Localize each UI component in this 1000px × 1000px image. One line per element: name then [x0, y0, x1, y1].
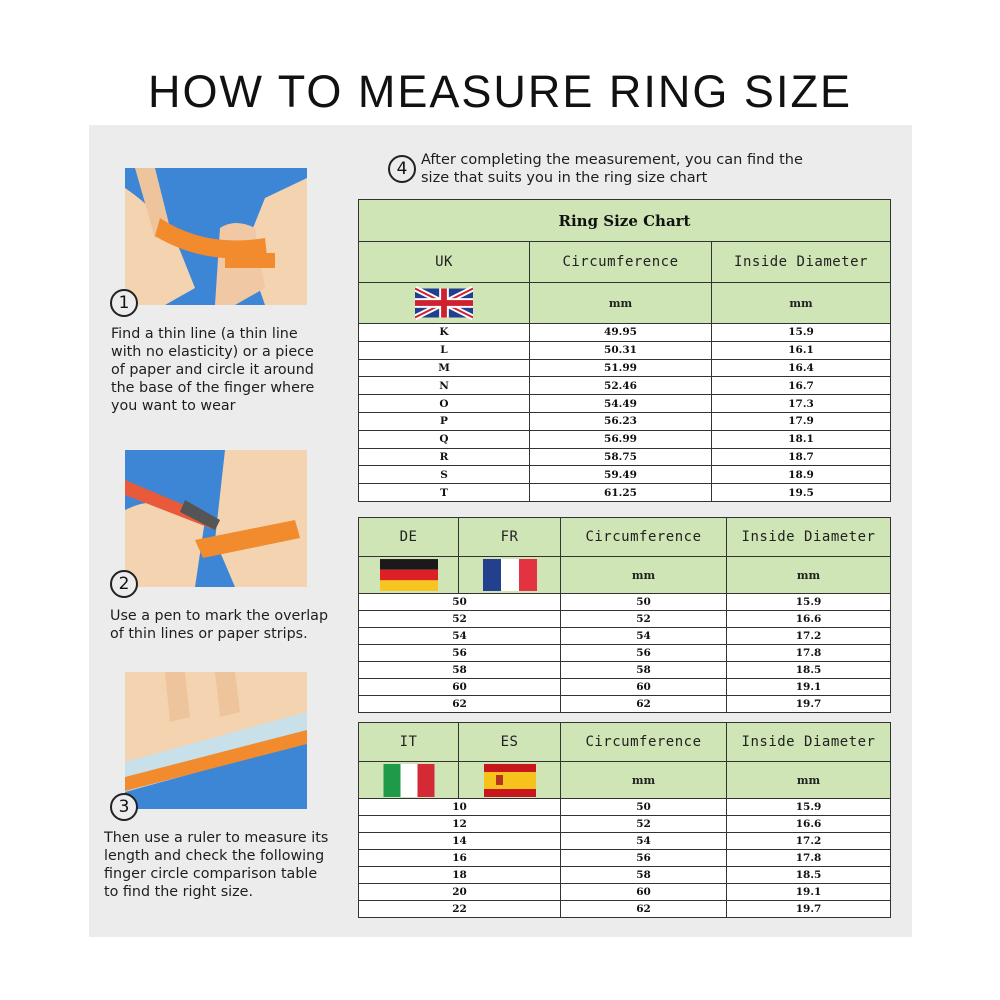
table-row — [359, 484, 891, 502]
table-cell: K — [359, 324, 530, 342]
table-cell: 50 — [561, 799, 727, 816]
table-cell: 50 — [359, 594, 561, 611]
step2-text: Use a pen to mark the overlap of thin lines or paper strips. — [110, 608, 329, 642]
ruler-measure-image — [125, 672, 307, 809]
table-cell: 15.9 — [712, 324, 891, 342]
it-header: IT — [359, 723, 459, 762]
circumference-unit: mm — [530, 283, 712, 324]
table-cell: 52 — [561, 611, 727, 628]
table-cell: 50 — [561, 594, 727, 611]
diameter-unit: mm — [727, 762, 891, 799]
uk-flag-icon — [415, 286, 473, 320]
de-header: DE — [359, 518, 459, 557]
table-cell: 16 — [359, 850, 561, 867]
table-cell: 17.8 — [727, 645, 891, 662]
fr-flag-cell — [459, 557, 561, 594]
table-cell: 18.5 — [727, 867, 891, 884]
table-cell: 61.25 — [530, 484, 712, 502]
inside-diameter-header: Inside Diameter — [712, 242, 891, 283]
table-cell: 17.9 — [712, 412, 891, 430]
table-row — [359, 466, 891, 484]
spain-flag-icon — [484, 764, 536, 797]
table-row — [359, 662, 891, 679]
step1-text: Find a thin line (a thin line with no elasticity) or a piece of paper and circle it around the base of the finger where you want to wear — [111, 326, 315, 414]
diameter-unit: mm — [712, 283, 891, 324]
table-cell: N — [359, 377, 530, 395]
table-row — [359, 645, 891, 662]
table-row — [359, 799, 891, 816]
table-cell: 19.1 — [727, 679, 891, 696]
step4-text: After completing the measurement, you can find the size that suits you in the ring size chart — [421, 152, 803, 186]
table-row — [359, 377, 891, 395]
step3-text: Then use a ruler to measure its length and check the following finger circle comparison table to find the right size. — [104, 830, 329, 900]
table-cell: 49.95 — [530, 324, 712, 342]
table-row — [359, 359, 891, 377]
table-row — [359, 324, 891, 342]
table-cell: 18.7 — [712, 448, 891, 466]
pen-mark-image — [125, 450, 307, 587]
fr-header: FR — [459, 518, 561, 557]
page-title: HOW TO MEASURE RING SIZE — [148, 66, 852, 117]
table-cell: 19.5 — [712, 484, 891, 502]
circumference-header: Circumference — [561, 723, 727, 762]
table-row — [359, 884, 891, 901]
table-row — [359, 628, 891, 645]
table-cell: 19.1 — [727, 884, 891, 901]
circumference-unit: mm — [561, 557, 727, 594]
table-cell: 14 — [359, 833, 561, 850]
table-row — [359, 679, 891, 696]
table-cell: 60 — [359, 679, 561, 696]
table-cell: 56 — [561, 645, 727, 662]
table-cell: 52 — [561, 816, 727, 833]
table-cell: 15.9 — [727, 799, 891, 816]
table-cell: 54.49 — [530, 395, 712, 413]
table-cell: 16.4 — [712, 359, 891, 377]
table-cell: 58 — [359, 662, 561, 679]
table-cell: 15.9 — [727, 594, 891, 611]
germany-flag-icon — [380, 559, 438, 591]
table-row — [359, 867, 891, 884]
it-es-size-table — [358, 722, 891, 918]
table-row — [359, 696, 891, 713]
table-cell: 59.49 — [530, 466, 712, 484]
table-cell: 10 — [359, 799, 561, 816]
table-cell: 17.2 — [727, 833, 891, 850]
step4-number: 4 — [388, 155, 416, 183]
it-flag-cell — [359, 762, 459, 799]
table-cell: 18.9 — [712, 466, 891, 484]
table-cell: 20 — [359, 884, 561, 901]
diameter-unit: mm — [727, 557, 891, 594]
table-cell: 58.75 — [530, 448, 712, 466]
circumference-header: Circumference — [561, 518, 727, 557]
italy-flag-icon — [383, 764, 435, 797]
table-cell: 16.1 — [712, 341, 891, 359]
inside-diameter-header: Inside Diameter — [727, 518, 891, 557]
table-cell: R — [359, 448, 530, 466]
table-cell: 12 — [359, 816, 561, 833]
table-cell: 60 — [561, 884, 727, 901]
table-cell: 17.3 — [712, 395, 891, 413]
chart-title: Ring Size Chart — [359, 200, 891, 242]
table-cell: M — [359, 359, 530, 377]
table-cell: O — [359, 395, 530, 413]
table-cell: 17.2 — [727, 628, 891, 645]
table-cell: 60 — [561, 679, 727, 696]
table-cell: 54 — [561, 628, 727, 645]
table-cell: 54 — [359, 628, 561, 645]
table-row — [359, 412, 891, 430]
uk-flag-cell — [359, 283, 530, 324]
table-row — [359, 594, 891, 611]
table-row — [359, 611, 891, 628]
table-cell: 56 — [359, 645, 561, 662]
table-cell: S — [359, 466, 530, 484]
france-flag-icon — [483, 559, 537, 591]
table-cell: 58 — [561, 662, 727, 679]
table-cell: 62 — [561, 696, 727, 713]
circumference-unit: mm — [561, 762, 727, 799]
step2-illustration — [125, 450, 307, 587]
table-cell: 19.7 — [727, 901, 891, 918]
table-cell: 16.6 — [727, 611, 891, 628]
de-flag-cell — [359, 557, 459, 594]
table-cell: 17.8 — [727, 850, 891, 867]
step1-number: 1 — [110, 289, 138, 317]
step1-illustration — [125, 168, 307, 305]
table-cell: 51.99 — [530, 359, 712, 377]
table-cell: 62 — [359, 696, 561, 713]
es-flag-cell — [459, 762, 561, 799]
table-row — [359, 901, 891, 918]
table-cell: 18.5 — [727, 662, 891, 679]
table-cell: 50.31 — [530, 341, 712, 359]
table-cell: 62 — [561, 901, 727, 918]
es-header: ES — [459, 723, 561, 762]
step2-number: 2 — [110, 570, 138, 598]
uk-header: UK — [359, 242, 530, 283]
table-cell: 16.6 — [727, 816, 891, 833]
table-cell: 52 — [359, 611, 561, 628]
table-cell: P — [359, 412, 530, 430]
table-row — [359, 341, 891, 359]
finger-wrap-image — [125, 168, 307, 305]
table-cell: 18 — [359, 867, 561, 884]
table-cell: 19.7 — [727, 696, 891, 713]
step3-number: 3 — [110, 793, 138, 821]
table-row — [359, 395, 891, 413]
table-cell: 56.99 — [530, 430, 712, 448]
table-cell: 52.46 — [530, 377, 712, 395]
table-cell: 22 — [359, 901, 561, 918]
table-cell: Q — [359, 430, 530, 448]
table-cell: 58 — [561, 867, 727, 884]
table-row — [359, 448, 891, 466]
table-row — [359, 833, 891, 850]
table-row — [359, 850, 891, 867]
table-cell: 16.7 — [712, 377, 891, 395]
table-row — [359, 430, 891, 448]
step3-illustration — [125, 672, 307, 809]
table-cell: 18.1 — [712, 430, 891, 448]
table-row — [359, 816, 891, 833]
table-cell: 54 — [561, 833, 727, 850]
circumference-header: Circumference — [530, 242, 712, 283]
table-cell: 56 — [561, 850, 727, 867]
table-cell: T — [359, 484, 530, 502]
table-cell: 56.23 — [530, 412, 712, 430]
table-cell: L — [359, 341, 530, 359]
uk-size-table — [358, 199, 891, 502]
inside-diameter-header: Inside Diameter — [727, 723, 891, 762]
de-fr-size-table — [358, 517, 891, 713]
